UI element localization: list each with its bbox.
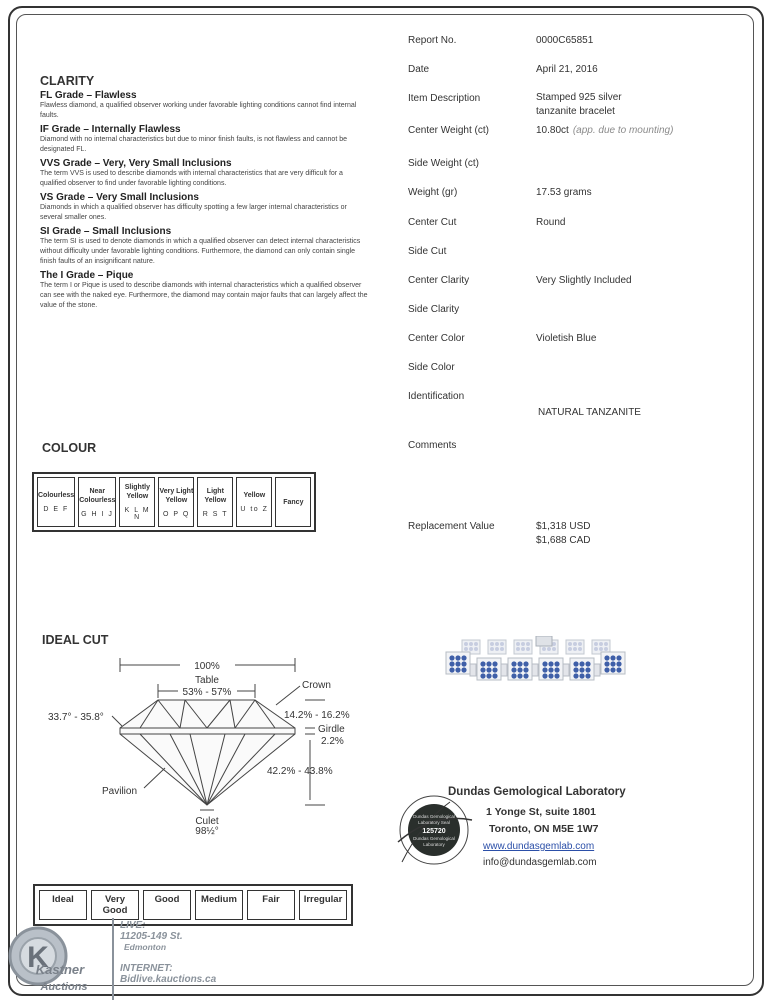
crown-angle-label: 33.7° - 35.8° [48,712,104,723]
bracelet-stone [610,655,615,660]
colour-grade-letters: G H I J [81,510,114,518]
report-field-label: Side Color [408,362,455,373]
bracelet-stone [599,647,603,651]
colour-grade-name: Colourless [38,492,75,499]
bracelet-stone [585,667,590,672]
colour-grade-cell [236,477,272,527]
report-field-value [538,407,641,418]
table-range-label: 53% - 57% [182,687,232,698]
colour-grade-cell [275,477,311,527]
report-field-value-line-2: tanzanite bracelet [536,106,615,117]
bracelet-stone [573,661,578,666]
bracelet-stone [610,667,615,672]
bracelet-stone [604,647,608,651]
cut-grade-cell: Fair [247,890,295,920]
clarity-grade-description: The term VVS is used to describe diamonds with internal characteristics that are very difficult for a qualified observer to find under favorable lighting conditions. [40,170,343,187]
live-label: LIVE: [120,920,146,931]
lab-name: Dundas Gemological Laboratory [448,786,626,798]
bracelet-stone [461,667,466,672]
bracelet-stone [616,655,621,660]
girdle-value-label: 2.2% [321,736,344,747]
bracelet-stone [486,673,491,678]
colour-grade-cell [37,477,75,527]
bracelet-stone [542,667,547,672]
bracelet-stone [500,642,504,646]
bracelet-stone [552,647,556,651]
report-field-label: Side Weight (ct) [408,158,479,169]
bracelet-stone [469,642,473,646]
clarity-grade-title: IF Grade – Internally Flawless [40,124,181,135]
report-field-value-line-2: $1,688 CAD [536,535,591,546]
colour-grade-cell [119,477,155,527]
bracelet-stone [578,642,582,646]
bracelet-stone [542,673,547,678]
report-field-value-text: $1,318 USD [536,521,591,532]
bracelet-stone [573,673,578,678]
bracelet-stone [585,673,590,678]
culet-label: Culet [195,816,219,827]
report-field-value [536,187,592,198]
pavilion-depth-label: 42.2% - 43.8% [267,766,333,777]
report-field-value [536,92,622,117]
lab-address-line-2: Toronto, ON M5E 1W7 [489,823,599,835]
colour-grade-name: Light Yellow [204,487,227,504]
report-field-label: Side Cut [408,246,447,257]
report-field-label: Side Clarity [408,304,460,315]
bracelet-stone [464,642,468,646]
colour-grade-cell [158,477,194,527]
report-field-label: Item Description [408,93,481,104]
bracelet-stone [495,642,499,646]
live-address-1: 11205-149 St. [120,931,183,942]
bracelet-stone [585,661,590,666]
clarity-grade-description: The term SI is used to denote diamonds in which a qualified observer can detect internal characteristics without difficulty under favorable lighting conditions. Furthermore, the diamond can only contain single finish faults of an insignificant nature. [40,238,361,265]
clarity-grade-description: Diamond with no internal characteristics but due to minor finish faults, is not flawless and cannot be designated FL. [40,136,347,153]
bracelet-stone [523,667,528,672]
svg-text:K: K [27,941,49,974]
report-field-label: Center Clarity [408,275,470,286]
bracelet-stone [573,642,577,646]
bracelet-stone [474,647,478,651]
report-field-value-text: 17.53 grams [536,187,592,198]
bracelet-stone [594,647,598,651]
bracelet-link [532,664,538,676]
bracelet-stone [521,647,525,651]
ideal-cut-heading: IDEAL CUT [42,633,109,647]
report-field-label: Replacement Value [408,521,495,532]
bracelet-stone [449,655,454,660]
clarity-section [40,74,370,311]
bracelet-stone [604,655,609,660]
bracelet-stone [547,647,551,651]
clarity-grade-title: The I Grade – Pique [40,270,134,281]
bracelet-stone [511,661,516,666]
bracelet-stone [523,661,528,666]
cut-grade-cell: Good [143,890,191,920]
colour-grade-letters: O P Q [162,510,190,518]
watermark-text [120,920,216,985]
bracelet-stone [573,647,577,651]
bracelet-stone [492,661,497,666]
colour-grade-name: Slightly Yellow [124,484,150,500]
report-field-value-text: 10.80ct [536,125,569,136]
bracelet-stone [469,647,473,651]
bracelet-stone [568,642,572,646]
bracelet-stone [604,642,608,646]
report-field-value [536,35,593,46]
clarity-grade-description: Flawless diamond, a qualified observer working under favorable lighting conditions cannot find internal faults. [40,102,357,119]
report-field-value [536,217,565,228]
bracelet-stone [516,647,520,651]
watermark-divider [112,918,114,1000]
bracelet-stone [526,642,530,646]
cut-grade-cell: Ideal [39,890,87,920]
bracelet-photo [444,636,638,696]
colour-grade-name: Fancy [283,498,304,506]
bracelet-stone [464,647,468,651]
clarity-grade-title: SI Grade – Small Inclusions [40,226,172,237]
bracelet-stone [542,647,546,651]
bracelet-stone [449,667,454,672]
crown-label: Crown [302,680,331,691]
report-field-value-text: April 21, 2016 [536,64,598,75]
seal-line-2: Laboratory Seal [418,820,450,825]
report-field-value-text: Violetish Blue [536,333,597,344]
bracelet-stone [523,673,528,678]
clarity-grade-title: VVS Grade – Very, Very Small Inclusions [40,158,232,169]
clarity-grade-description: The term I or Pique is used to describe diamonds with internal characteristics which a qualified observer can see with the naked eye. Furthermore, the diamond may contain major faults that can largely affect the value of the stone. [40,282,368,309]
clarity-heading: CLARITY [40,74,95,88]
cut-grade-cell: Very Good [91,890,139,920]
bracelet-stone [521,642,525,646]
bracelet-stone [449,661,454,666]
colour-scale [32,472,316,532]
seal-line-4: Dundas Gemological [413,836,455,841]
bracelet-stone [554,667,559,672]
bracelet-stone [490,647,494,651]
seal-line-1: Dundas Gemological [413,814,455,819]
bracelet-stone [616,667,621,672]
bracelet-stone [554,673,559,678]
bracelet-stone [517,673,522,678]
logo-brand-bottom: Auctions [40,981,88,993]
bracelet-stone [578,647,582,651]
bracelet-link [536,636,552,646]
bracelet-stone [511,667,516,672]
girdle-label: Girdle [318,724,345,735]
colour-grade-cell [197,477,233,527]
bracelet-stone [568,647,572,651]
pavilion-label: Pavilion [102,786,138,797]
bracelet-link [501,664,507,676]
report-field-label: Identification [408,391,465,402]
bracelet-stone [500,647,504,651]
report-field-label: Center Weight (ct) [408,125,489,136]
colour-grade-name: Yellow [243,492,266,499]
bracelet-stone [554,661,559,666]
report-field-label: Report No. [408,35,457,46]
report-field-value-text: 0000C65851 [536,35,594,46]
bracelet-stone [604,661,609,666]
report-field-value-text: Very Slightly Included [536,275,632,286]
cut-grade-cell: Irregular [299,890,347,920]
seal-line-5: Laboratory [423,842,445,847]
bracelet-stone [480,673,485,678]
bracelet-stone [474,642,478,646]
bracelet-stone [579,661,584,666]
crown-height-label: 14.2% - 16.2% [284,710,350,721]
bracelet-stone [610,661,615,666]
kastner-logo [4,920,114,1000]
bracelet-stone [542,661,547,666]
bracelet-stone [517,661,522,666]
ideal-cut-diagram [40,650,370,840]
bracelet-stone [480,661,485,666]
report-field-value [536,64,598,75]
bracelet-link [470,664,476,676]
internet-url: Bidlive.kauctions.ca [120,974,217,985]
report-field-label: Center Cut [408,217,457,228]
bracelet-stone [599,642,603,646]
colour-grade-letters: D E F [43,506,69,513]
report-field-value-text: NATURAL TANZANITE [538,407,641,418]
clarity-grade-list [40,90,370,311]
bracelet-stone [461,655,466,660]
logo-brand-top: Kastner [35,962,85,977]
colour-grade-letters: U to Z [240,506,269,513]
bracelet-stone [480,667,485,672]
bracelet-stone [461,661,466,666]
report-field-value [536,521,590,546]
bracelet-stone [511,673,516,678]
clarity-grade-description: Diamonds in which a qualified observer has difficulty spotting a few larger internal characteristics or several smaller ones. [40,204,347,221]
bracelet-link [563,664,569,676]
bracelet-stone [486,667,491,672]
bracelet-stone [516,642,520,646]
lab-address-line-1: 1 Yonge St, suite 1801 [486,806,596,818]
clarity-grade-title: FL Grade – Flawless [40,90,137,101]
bracelet-stone [455,667,460,672]
lab-website-link[interactable]: www.dundasgemlab.com [483,841,595,852]
width-label: 100% [194,661,220,672]
report-field-label: Comments [408,440,457,451]
cut-grade-cell: Medium [195,890,243,920]
report-field-note: (app. due to mounting) [572,125,674,136]
bracelet-stone [490,642,494,646]
bracelet-stone [495,647,499,651]
bracelet-stone [616,661,621,666]
bracelet-link [594,664,600,676]
bracelet-stone [573,667,578,672]
bracelet-stone [579,673,584,678]
colour-heading: COLOUR [42,441,97,455]
seal-number: 125720 [422,828,446,835]
lab-email: info@dundasgemlab.com [483,857,597,868]
report-field-label: Center Color [408,333,465,344]
culet-angle-label: 98½° [195,826,219,837]
bracelet-stone [455,661,460,666]
bracelet-stone [552,642,556,646]
bracelet-stone [548,667,553,672]
bracelet-stone [455,655,460,660]
clarity-grade-title: VS Grade – Very Small Inclusions [40,192,199,203]
report-field-value [536,125,673,136]
bracelet-stone [579,667,584,672]
colour-grade-name: Very Light Yellow [159,487,194,504]
bracelet-stone [548,661,553,666]
bracelet-stone [486,661,491,666]
bracelet-stone [594,642,598,646]
colour-grade-letters: R S T [202,510,228,518]
internet-label: INTERNET: [120,963,173,974]
colour-grade-cell [78,477,116,527]
bracelet-stone [526,647,530,651]
bracelet-stone [604,667,609,672]
bracelet-stone [548,673,553,678]
bracelet-stone [517,667,522,672]
bracelet-stone [492,673,497,678]
colour-grade-name: Near Colourless [79,487,116,504]
auction-watermark [4,920,254,1000]
report-field-value [536,275,632,286]
report-field-value-text: Round [536,217,566,228]
table-label: Table [195,675,219,686]
bracelet-stone [492,667,497,672]
colour-grade-letters: K L M N [124,507,151,521]
report-field-value-text: Stamped 925 silver [536,92,622,103]
report-field-label: Date [408,64,430,75]
report-field-value [536,333,596,344]
report-field-label: Weight (gr) [408,187,458,198]
report-details [408,0,748,560]
live-address-2: Edmonton [124,942,167,952]
